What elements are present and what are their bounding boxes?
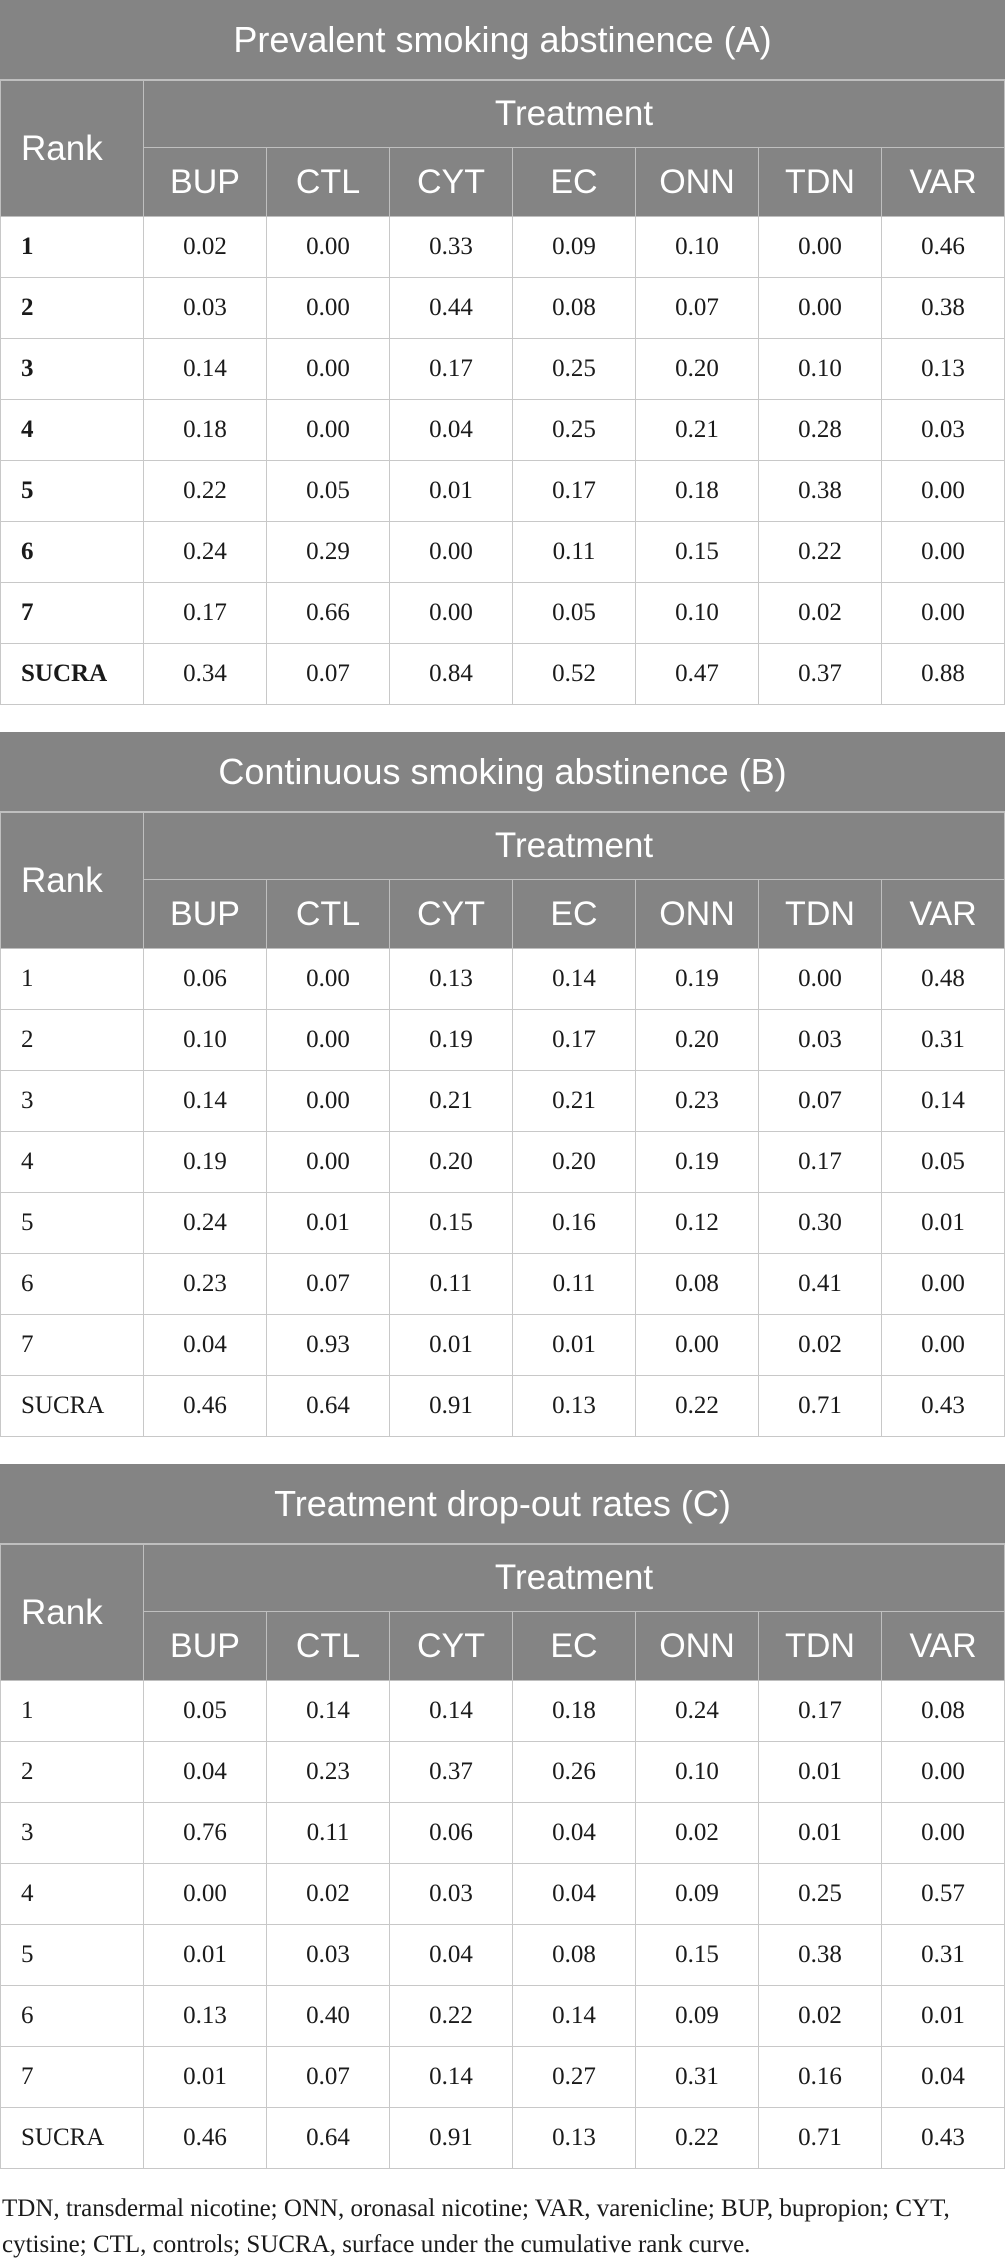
value-cell: 0.46 bbox=[144, 2108, 267, 2169]
value-cell: 0.41 bbox=[759, 1254, 882, 1315]
value-cell: 0.00 bbox=[144, 1864, 267, 1925]
value-cell: 0.07 bbox=[636, 278, 759, 339]
value-cell: 0.09 bbox=[636, 1864, 759, 1925]
value-cell: 0.15 bbox=[636, 522, 759, 583]
value-cell: 0.09 bbox=[513, 217, 636, 278]
value-cell: 0.88 bbox=[882, 644, 1005, 705]
value-cell: 0.71 bbox=[759, 1376, 882, 1437]
value-cell: 0.84 bbox=[390, 644, 513, 705]
table-row bbox=[1, 1376, 1005, 1437]
column-header-cyt: CYT bbox=[390, 1612, 513, 1681]
value-cell: 0.13 bbox=[144, 1986, 267, 2047]
value-cell: 0.05 bbox=[267, 461, 390, 522]
value-cell: 0.18 bbox=[513, 1681, 636, 1742]
value-cell: 0.15 bbox=[636, 1925, 759, 1986]
rank-cell: SUCRA bbox=[1, 644, 144, 705]
value-cell: 0.34 bbox=[144, 644, 267, 705]
value-cell: 0.10 bbox=[759, 339, 882, 400]
rank-cell: 6 bbox=[1, 522, 144, 583]
table-title: Treatment drop-out rates (C) bbox=[0, 1464, 1005, 1544]
value-cell: 0.00 bbox=[267, 1010, 390, 1071]
table-row bbox=[1, 1071, 1005, 1132]
value-cell: 0.37 bbox=[759, 644, 882, 705]
section-divider bbox=[0, 705, 1005, 732]
value-cell: 0.00 bbox=[267, 217, 390, 278]
table-row bbox=[1, 278, 1005, 339]
value-cell: 0.38 bbox=[759, 461, 882, 522]
value-cell: 0.00 bbox=[882, 1742, 1005, 1803]
column-header-var: VAR bbox=[882, 1612, 1005, 1681]
value-cell: 0.31 bbox=[882, 1010, 1005, 1071]
value-cell: 0.46 bbox=[144, 1376, 267, 1437]
value-cell: 0.01 bbox=[390, 1315, 513, 1376]
rank-cell: 6 bbox=[1, 1254, 144, 1315]
table-row bbox=[1, 1132, 1005, 1193]
prevalent-abstinence-section bbox=[0, 0, 1005, 705]
value-cell: 0.20 bbox=[390, 1132, 513, 1193]
value-cell: 0.44 bbox=[390, 278, 513, 339]
value-cell: 0.13 bbox=[390, 949, 513, 1010]
value-cell: 0.09 bbox=[636, 1986, 759, 2047]
value-cell: 0.29 bbox=[267, 522, 390, 583]
value-cell: 0.07 bbox=[267, 644, 390, 705]
column-header-var: VAR bbox=[882, 148, 1005, 217]
value-cell: 0.03 bbox=[144, 278, 267, 339]
value-cell: 0.01 bbox=[759, 1803, 882, 1864]
value-cell: 0.00 bbox=[882, 461, 1005, 522]
value-cell: 0.08 bbox=[636, 1254, 759, 1315]
table-row bbox=[1, 339, 1005, 400]
value-cell: 0.24 bbox=[636, 1681, 759, 1742]
value-cell: 0.02 bbox=[759, 1986, 882, 2047]
table-title: Continuous smoking abstinence (B) bbox=[0, 732, 1005, 812]
value-cell: 0.33 bbox=[390, 217, 513, 278]
value-cell: 0.37 bbox=[390, 1742, 513, 1803]
value-cell: 0.06 bbox=[390, 1803, 513, 1864]
rank-cell: 4 bbox=[1, 1864, 144, 1925]
value-cell: 0.14 bbox=[144, 1071, 267, 1132]
value-cell: 0.03 bbox=[267, 1925, 390, 1986]
value-cell: 0.25 bbox=[513, 339, 636, 400]
rank-cell: 5 bbox=[1, 1925, 144, 1986]
treatment-header: Treatment bbox=[144, 1545, 1005, 1612]
value-cell: 0.14 bbox=[390, 1681, 513, 1742]
value-cell: 0.00 bbox=[882, 1803, 1005, 1864]
table-row bbox=[1, 1254, 1005, 1315]
value-cell: 0.22 bbox=[144, 461, 267, 522]
table-title: Prevalent smoking abstinence (A) bbox=[0, 0, 1005, 80]
table-row bbox=[1, 217, 1005, 278]
continuous-abstinence-section bbox=[0, 732, 1005, 1437]
value-cell: 0.40 bbox=[267, 1986, 390, 2047]
value-cell: 0.01 bbox=[144, 2047, 267, 2108]
value-cell: 0.38 bbox=[759, 1925, 882, 1986]
table-row bbox=[1, 1193, 1005, 1254]
table-row bbox=[1, 583, 1005, 644]
rank-cell: 3 bbox=[1, 1071, 144, 1132]
value-cell: 0.43 bbox=[882, 1376, 1005, 1437]
prevalent-abstinence-table bbox=[0, 80, 1005, 705]
value-cell: 0.18 bbox=[144, 400, 267, 461]
rank-cell: 2 bbox=[1, 1742, 144, 1803]
table-row bbox=[1, 400, 1005, 461]
value-cell: 0.01 bbox=[882, 1193, 1005, 1254]
value-cell: 0.00 bbox=[390, 583, 513, 644]
value-cell: 0.08 bbox=[882, 1681, 1005, 1742]
value-cell: 0.47 bbox=[636, 644, 759, 705]
value-cell: 0.00 bbox=[267, 1071, 390, 1132]
rank-cell: SUCRA bbox=[1, 1376, 144, 1437]
value-cell: 0.00 bbox=[759, 217, 882, 278]
value-cell: 0.20 bbox=[636, 339, 759, 400]
value-cell: 0.93 bbox=[267, 1315, 390, 1376]
dropout-rates-table bbox=[0, 1544, 1005, 2169]
value-cell: 0.00 bbox=[390, 522, 513, 583]
value-cell: 0.11 bbox=[267, 1803, 390, 1864]
value-cell: 0.00 bbox=[636, 1315, 759, 1376]
table-row bbox=[1, 1742, 1005, 1803]
value-cell: 0.18 bbox=[636, 461, 759, 522]
rank-cell: 7 bbox=[1, 1315, 144, 1376]
value-cell: 0.24 bbox=[144, 1193, 267, 1254]
value-cell: 0.04 bbox=[144, 1742, 267, 1803]
value-cell: 0.04 bbox=[390, 1925, 513, 1986]
rank-cell: 2 bbox=[1, 278, 144, 339]
value-cell: 0.00 bbox=[759, 278, 882, 339]
value-cell: 0.05 bbox=[882, 1132, 1005, 1193]
footnote: TDN, transdermal nicotine; ONN, oronasal nicotine; VAR, varenicline; BUP, bupropion; CYT, cytisine; CTL, controls; SUCRA, surface under the cumulative rank curve. bbox=[2, 2195, 950, 2258]
rank-header: Rank bbox=[1, 1545, 144, 1681]
rank-cell: 3 bbox=[1, 339, 144, 400]
value-cell: 0.14 bbox=[390, 2047, 513, 2108]
value-cell: 0.13 bbox=[513, 2108, 636, 2169]
table-row bbox=[1, 1864, 1005, 1925]
value-cell: 0.57 bbox=[882, 1864, 1005, 1925]
column-header-ec: EC bbox=[513, 1612, 636, 1681]
column-header-ctl: CTL bbox=[267, 880, 390, 949]
value-cell: 0.22 bbox=[636, 1376, 759, 1437]
value-cell: 0.03 bbox=[390, 1864, 513, 1925]
table-row bbox=[1, 2047, 1005, 2108]
value-cell: 0.91 bbox=[390, 2108, 513, 2169]
rank-cell: 1 bbox=[1, 949, 144, 1010]
value-cell: 0.01 bbox=[513, 1315, 636, 1376]
value-cell: 0.02 bbox=[636, 1803, 759, 1864]
value-cell: 0.17 bbox=[144, 583, 267, 644]
treatment-header: Treatment bbox=[144, 81, 1005, 148]
value-cell: 0.17 bbox=[513, 1010, 636, 1071]
value-cell: 0.21 bbox=[390, 1071, 513, 1132]
value-cell: 0.02 bbox=[144, 217, 267, 278]
column-header-var: VAR bbox=[882, 880, 1005, 949]
column-header-ec: EC bbox=[513, 148, 636, 217]
value-cell: 0.23 bbox=[144, 1254, 267, 1315]
value-cell: 0.19 bbox=[390, 1010, 513, 1071]
value-cell: 0.00 bbox=[267, 278, 390, 339]
value-cell: 0.16 bbox=[759, 2047, 882, 2108]
value-cell: 0.01 bbox=[390, 461, 513, 522]
value-cell: 0.11 bbox=[390, 1254, 513, 1315]
value-cell: 0.46 bbox=[882, 217, 1005, 278]
value-cell: 0.02 bbox=[267, 1864, 390, 1925]
value-cell: 0.19 bbox=[636, 949, 759, 1010]
value-cell: 0.14 bbox=[267, 1681, 390, 1742]
value-cell: 0.24 bbox=[144, 522, 267, 583]
rank-header: Rank bbox=[1, 81, 144, 217]
value-cell: 0.17 bbox=[759, 1681, 882, 1742]
value-cell: 0.17 bbox=[759, 1132, 882, 1193]
column-header-tdn: TDN bbox=[759, 1612, 882, 1681]
value-cell: 0.02 bbox=[759, 1315, 882, 1376]
value-cell: 0.31 bbox=[882, 1925, 1005, 1986]
table-row bbox=[1, 461, 1005, 522]
value-cell: 0.08 bbox=[513, 278, 636, 339]
column-header-onn: ONN bbox=[636, 880, 759, 949]
table-row bbox=[1, 1986, 1005, 2047]
column-header-onn: ONN bbox=[636, 1612, 759, 1681]
value-cell: 0.04 bbox=[882, 2047, 1005, 2108]
value-cell: 0.10 bbox=[144, 1010, 267, 1071]
value-cell: 0.03 bbox=[759, 1010, 882, 1071]
value-cell: 0.00 bbox=[759, 949, 882, 1010]
value-cell: 0.26 bbox=[513, 1742, 636, 1803]
value-cell: 0.01 bbox=[144, 1925, 267, 1986]
value-cell: 0.13 bbox=[882, 339, 1005, 400]
rank-cell: 5 bbox=[1, 461, 144, 522]
value-cell: 0.48 bbox=[882, 949, 1005, 1010]
value-cell: 0.15 bbox=[390, 1193, 513, 1254]
rank-cell: 7 bbox=[1, 2047, 144, 2108]
value-cell: 0.20 bbox=[513, 1132, 636, 1193]
value-cell: 0.43 bbox=[882, 2108, 1005, 2169]
value-cell: 0.14 bbox=[513, 1986, 636, 2047]
value-cell: 0.23 bbox=[636, 1071, 759, 1132]
value-cell: 0.16 bbox=[513, 1193, 636, 1254]
column-header-ec: EC bbox=[513, 880, 636, 949]
value-cell: 0.00 bbox=[882, 583, 1005, 644]
table-row bbox=[1, 1010, 1005, 1071]
rank-cell: 5 bbox=[1, 1193, 144, 1254]
value-cell: 0.01 bbox=[882, 1986, 1005, 2047]
value-cell: 0.00 bbox=[267, 400, 390, 461]
column-header-tdn: TDN bbox=[759, 880, 882, 949]
table-row bbox=[1, 1315, 1005, 1376]
value-cell: 0.10 bbox=[636, 1742, 759, 1803]
value-cell: 0.02 bbox=[759, 583, 882, 644]
rank-cell: 1 bbox=[1, 217, 144, 278]
value-cell: 0.01 bbox=[267, 1193, 390, 1254]
value-cell: 0.17 bbox=[390, 339, 513, 400]
rank-cell: 1 bbox=[1, 1681, 144, 1742]
value-cell: 0.27 bbox=[513, 2047, 636, 2108]
rank-cell: 6 bbox=[1, 1986, 144, 2047]
table-row bbox=[1, 1681, 1005, 1742]
column-header-tdn: TDN bbox=[759, 148, 882, 217]
column-header-ctl: CTL bbox=[267, 148, 390, 217]
value-cell: 0.05 bbox=[513, 583, 636, 644]
value-cell: 0.38 bbox=[882, 278, 1005, 339]
value-cell: 0.06 bbox=[144, 949, 267, 1010]
column-header-ctl: CTL bbox=[267, 1612, 390, 1681]
rank-cell: 7 bbox=[1, 583, 144, 644]
value-cell: 0.66 bbox=[267, 583, 390, 644]
table-row bbox=[1, 949, 1005, 1010]
value-cell: 0.12 bbox=[636, 1193, 759, 1254]
value-cell: 0.05 bbox=[144, 1681, 267, 1742]
value-cell: 0.07 bbox=[267, 2047, 390, 2108]
value-cell: 0.07 bbox=[759, 1071, 882, 1132]
value-cell: 0.64 bbox=[267, 2108, 390, 2169]
value-cell: 0.22 bbox=[390, 1986, 513, 2047]
value-cell: 0.64 bbox=[267, 1376, 390, 1437]
value-cell: 0.21 bbox=[513, 1071, 636, 1132]
dropout-rates-section bbox=[0, 1464, 1005, 2169]
column-header-bup: BUP bbox=[144, 880, 267, 949]
value-cell: 0.04 bbox=[144, 1315, 267, 1376]
value-cell: 0.08 bbox=[513, 1925, 636, 1986]
rank-cell: SUCRA bbox=[1, 2108, 144, 2169]
value-cell: 0.03 bbox=[882, 400, 1005, 461]
column-header-bup: BUP bbox=[144, 148, 267, 217]
table-row bbox=[1, 2108, 1005, 2169]
value-cell: 0.10 bbox=[636, 217, 759, 278]
value-cell: 0.00 bbox=[882, 1315, 1005, 1376]
rank-cell: 4 bbox=[1, 400, 144, 461]
table-row bbox=[1, 1925, 1005, 1986]
value-cell: 0.25 bbox=[513, 400, 636, 461]
treatment-header: Treatment bbox=[144, 813, 1005, 880]
value-cell: 0.20 bbox=[636, 1010, 759, 1071]
value-cell: 0.76 bbox=[144, 1803, 267, 1864]
table-row bbox=[1, 522, 1005, 583]
value-cell: 0.14 bbox=[144, 339, 267, 400]
rank-header: Rank bbox=[1, 813, 144, 949]
value-cell: 0.71 bbox=[759, 2108, 882, 2169]
section-divider bbox=[0, 1437, 1005, 1464]
value-cell: 0.19 bbox=[144, 1132, 267, 1193]
value-cell: 0.91 bbox=[390, 1376, 513, 1437]
column-header-bup: BUP bbox=[144, 1612, 267, 1681]
value-cell: 0.28 bbox=[759, 400, 882, 461]
value-cell: 0.01 bbox=[759, 1742, 882, 1803]
value-cell: 0.10 bbox=[636, 583, 759, 644]
value-cell: 0.07 bbox=[267, 1254, 390, 1315]
value-cell: 0.17 bbox=[513, 461, 636, 522]
value-cell: 0.00 bbox=[882, 1254, 1005, 1315]
value-cell: 0.22 bbox=[636, 2108, 759, 2169]
value-cell: 0.14 bbox=[882, 1071, 1005, 1132]
value-cell: 0.04 bbox=[513, 1803, 636, 1864]
value-cell: 0.22 bbox=[759, 522, 882, 583]
column-header-cyt: CYT bbox=[390, 880, 513, 949]
column-header-onn: ONN bbox=[636, 148, 759, 217]
value-cell: 0.31 bbox=[636, 2047, 759, 2108]
value-cell: 0.04 bbox=[390, 400, 513, 461]
value-cell: 0.04 bbox=[513, 1864, 636, 1925]
value-cell: 0.25 bbox=[759, 1864, 882, 1925]
value-cell: 0.23 bbox=[267, 1742, 390, 1803]
value-cell: 0.19 bbox=[636, 1132, 759, 1193]
value-cell: 0.13 bbox=[513, 1376, 636, 1437]
value-cell: 0.11 bbox=[513, 522, 636, 583]
table-row bbox=[1, 644, 1005, 705]
value-cell: 0.14 bbox=[513, 949, 636, 1010]
value-cell: 0.52 bbox=[513, 644, 636, 705]
value-cell: 0.30 bbox=[759, 1193, 882, 1254]
rank-cell: 4 bbox=[1, 1132, 144, 1193]
value-cell: 0.00 bbox=[882, 522, 1005, 583]
value-cell: 0.11 bbox=[513, 1254, 636, 1315]
rank-cell: 3 bbox=[1, 1803, 144, 1864]
value-cell: 0.00 bbox=[267, 339, 390, 400]
continuous-abstinence-table bbox=[0, 812, 1005, 1437]
value-cell: 0.00 bbox=[267, 1132, 390, 1193]
value-cell: 0.21 bbox=[636, 400, 759, 461]
rank-cell: 2 bbox=[1, 1010, 144, 1071]
table-row bbox=[1, 1803, 1005, 1864]
column-header-cyt: CYT bbox=[390, 148, 513, 217]
value-cell: 0.00 bbox=[267, 949, 390, 1010]
